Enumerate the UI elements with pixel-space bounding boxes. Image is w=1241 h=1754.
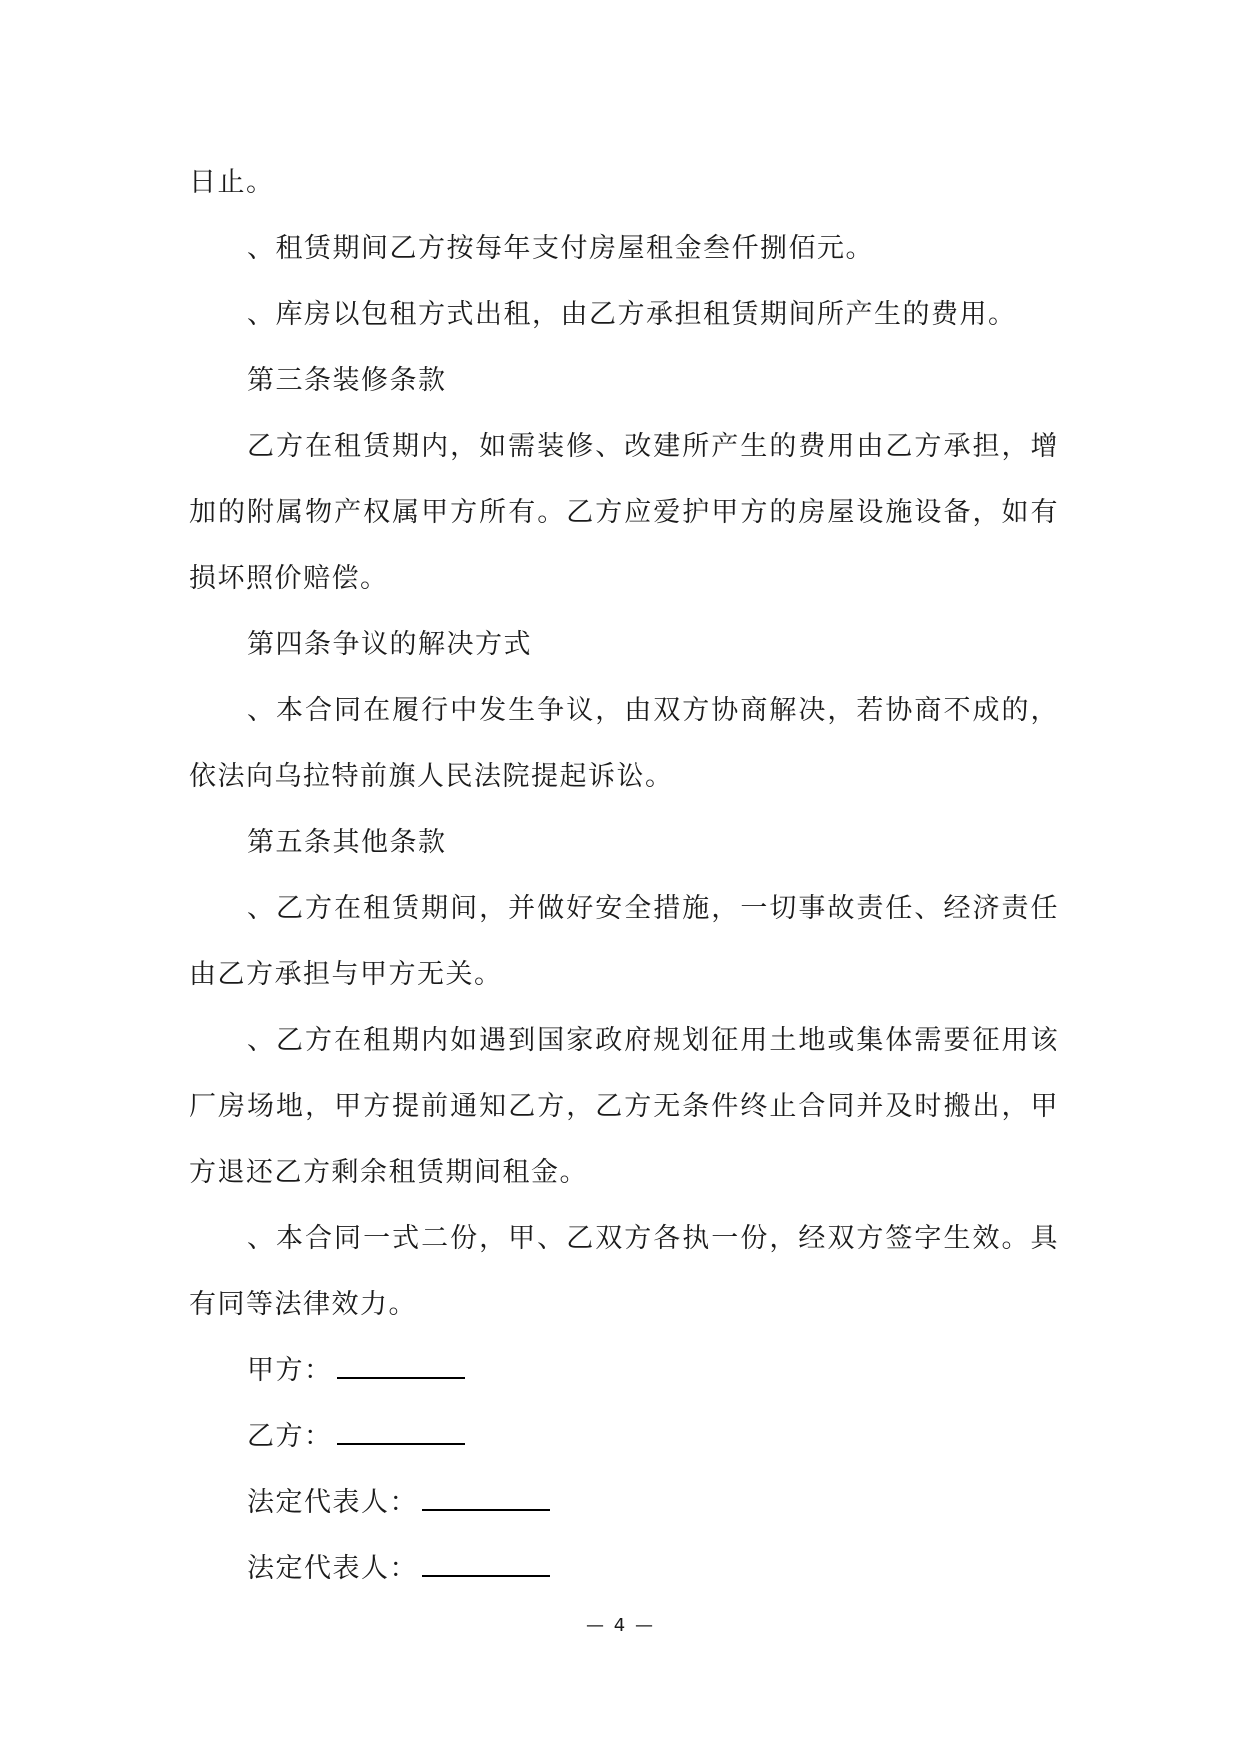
paragraph-lease-mode: 、库房以包租方式出租，由乙方承担租赁期间所产生的费用。 [247,299,1017,330]
signature-party-b-blank [337,1421,465,1445]
signature-party-b [189,1404,1059,1470]
paragraph-copies: 、本合同一式二份，甲、乙双方各执一份，经双方签字生效。具有同等法律效力。 [189,1223,1059,1320]
signature-representative-2 [189,1536,1059,1602]
signature-representative-1-label: 法定代表人： [247,1487,418,1518]
signature-party-a-label: 甲方： [247,1355,333,1386]
paragraph-renovation: 乙方在租赁期内，如需装修、改建所产生的费用由乙方承担，增加的附属物产权属甲方所有。乙方应爱护甲方的房屋设施设备，如有损坏照价赔偿。 [189,431,1059,594]
heading-article-5: 第五条其他条款 [247,827,447,858]
signature-representative-2-label: 法定代表人： [247,1553,418,1584]
signature-party-a-blank [337,1355,465,1379]
paragraph-expropriation: 、乙方在租期内如遇到国家政府规划征用土地或集体需要征用该厂房场地，甲方提前通知乙方，乙方无条件终止合同并及时搬出，甲方退还乙方剩余租赁期间租金。 [189,1025,1059,1188]
heading-article-3: 第三条装修条款 [247,365,447,396]
signature-representative-1-blank [422,1487,550,1511]
document-body [189,150,1059,1602]
page-number: — 4 — [586,1615,655,1636]
heading-article-4: 第四条争议的解决方式 [247,629,532,660]
paragraph-safety: 、乙方在租赁期间，并做好安全措施，一切事故责任、经济责任由乙方承担与甲方无关。 [189,893,1059,990]
paragraph-date-end: 日止。 [189,167,275,198]
signature-party-b-label: 乙方： [247,1421,333,1452]
paragraph-rent-payment: 、租赁期间乙方按每年支付房屋租金叁仟捌佰元。 [247,233,874,264]
signature-representative-2-blank [422,1553,550,1577]
signature-representative-1 [189,1470,1059,1536]
paragraph-dispute: 、本合同在履行中发生争议，由双方协商解决，若协商不成的，依法向乌拉特前旗人民法院提起诉讼。 [189,695,1059,792]
signature-party-a [189,1338,1059,1404]
